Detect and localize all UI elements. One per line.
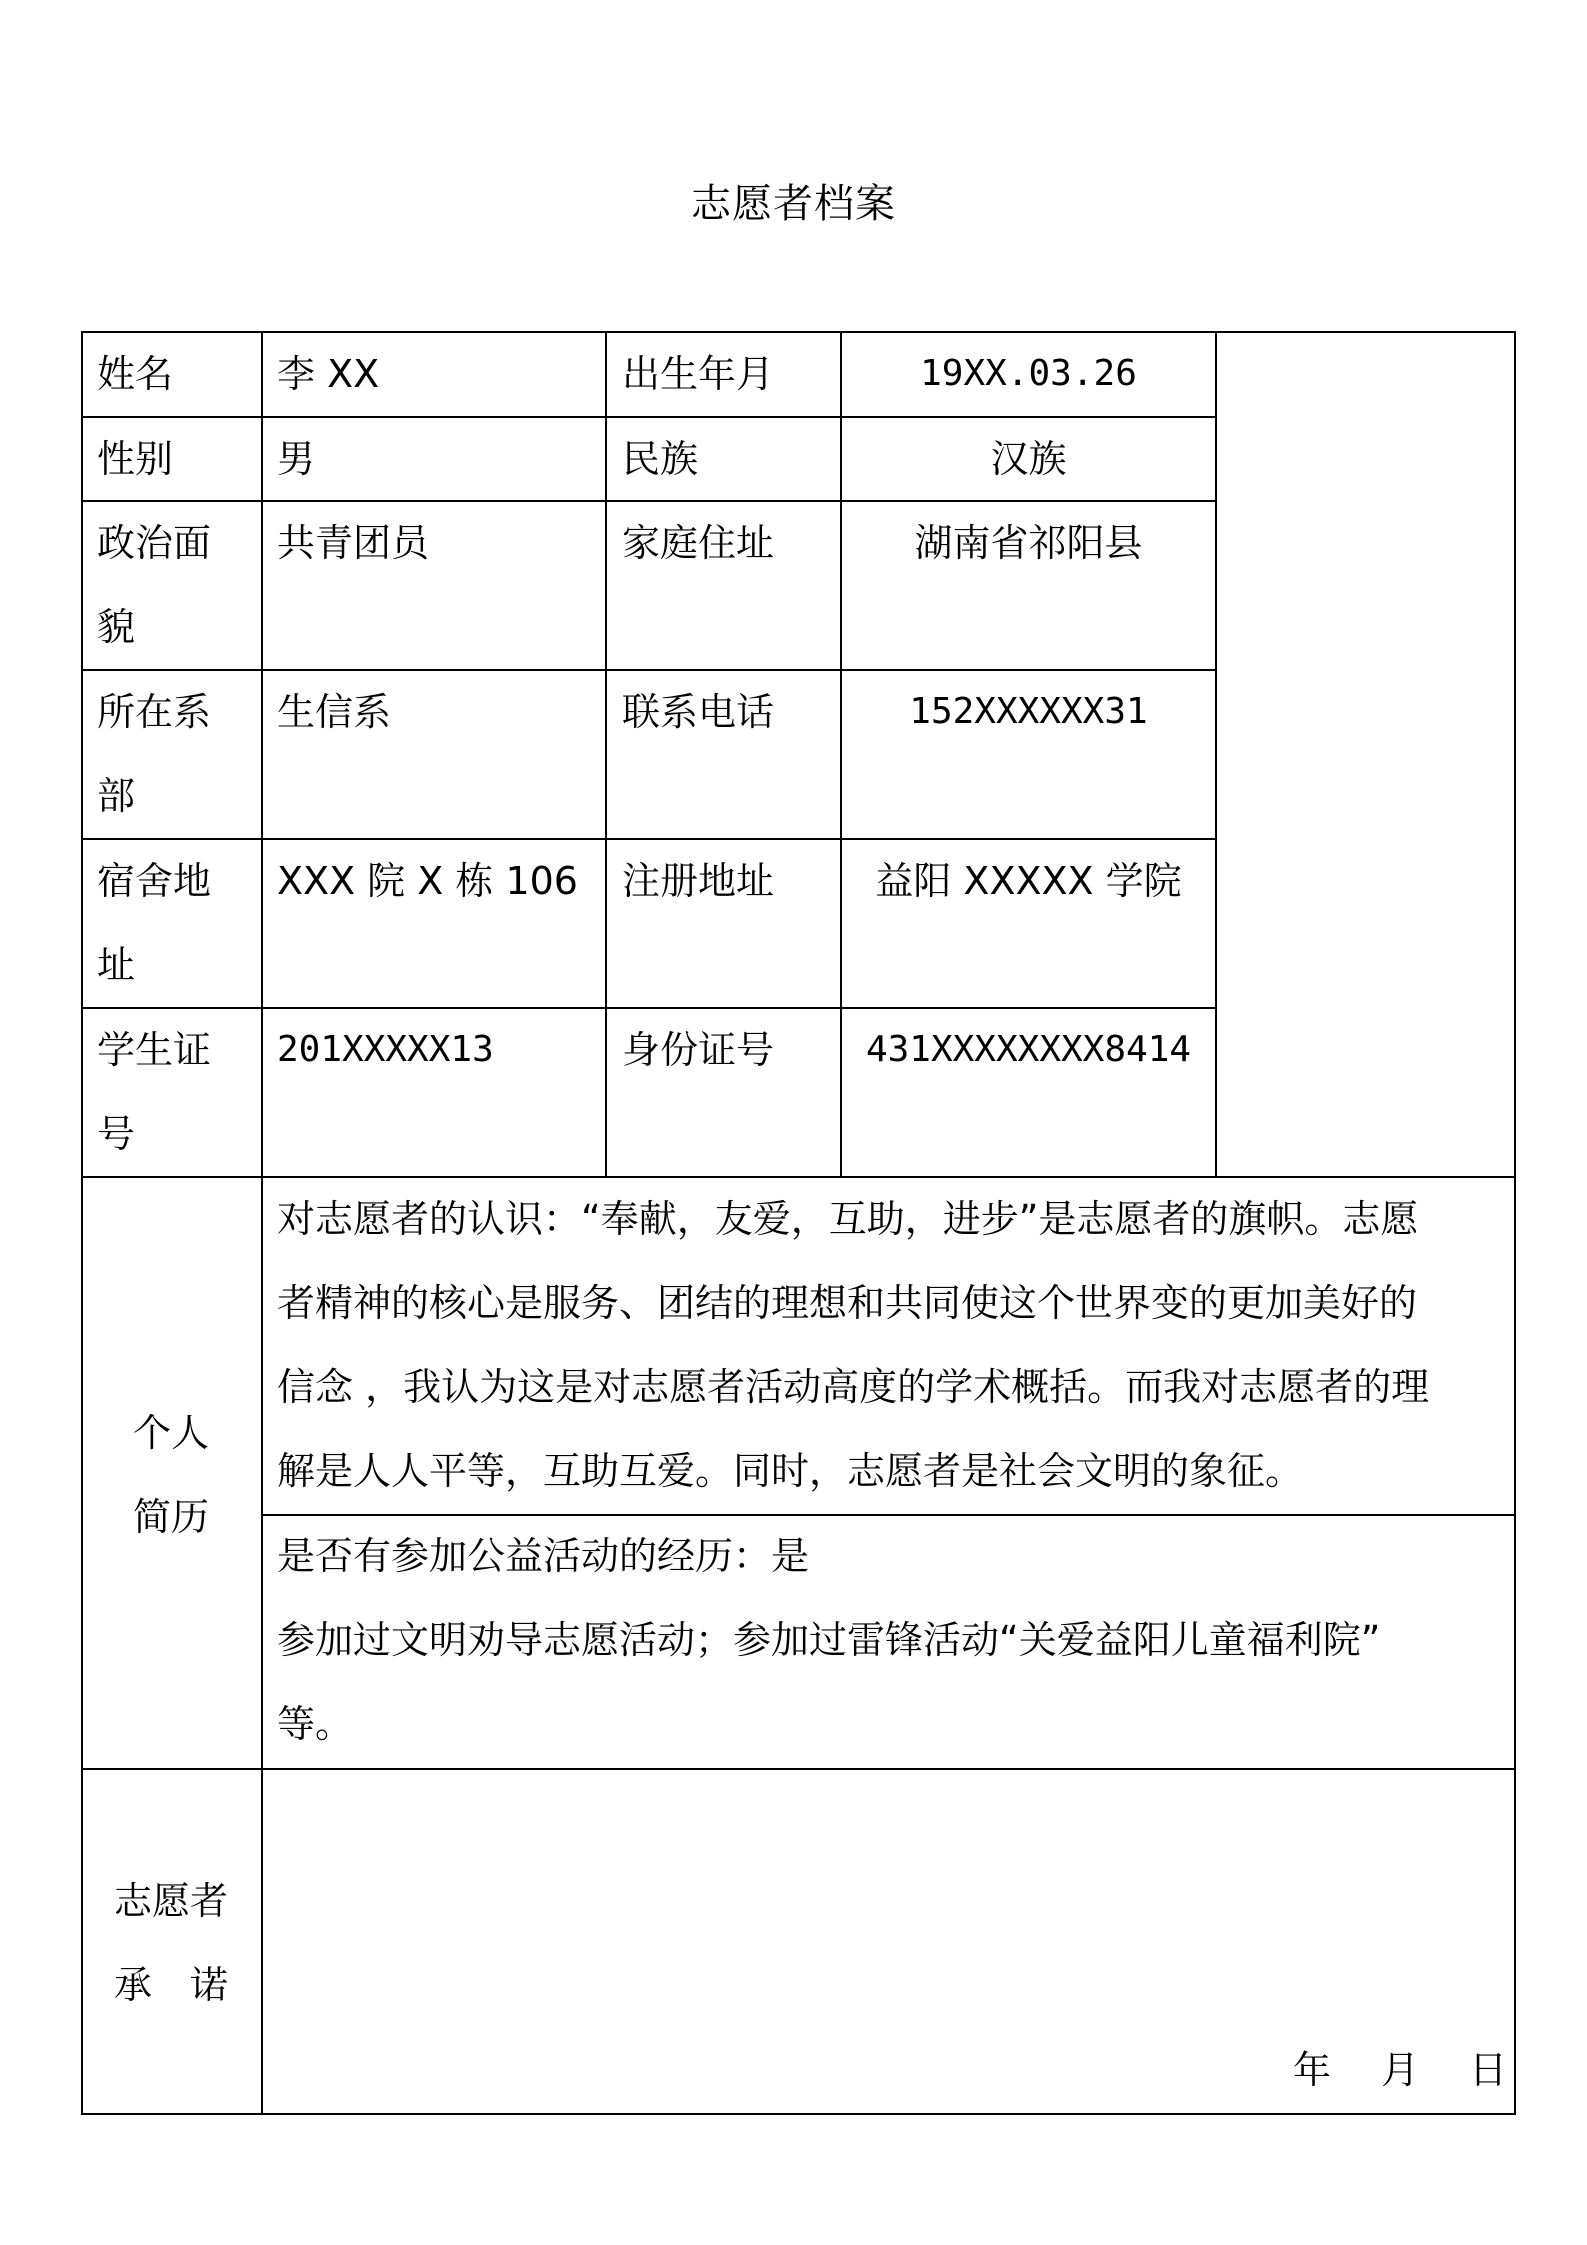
border-right: [1514, 331, 1516, 2115]
experience-line: 等。: [277, 1702, 354, 1746]
student-id-label: 学生证: [97, 1028, 212, 1072]
department-label-cont: 部: [97, 774, 136, 818]
id-card-value: 431XXXXXXXX8414: [865, 1029, 1192, 1070]
home-address-value: 湖南省祁阳县: [914, 521, 1143, 565]
understanding-line: 对志愿者的认识：“奉献，友爱，互助，进步”是志愿者的旗帜。志愿: [277, 1197, 1419, 1241]
ethnicity-label: 民族: [622, 437, 699, 481]
registered-address-label: 注册地址: [622, 859, 775, 903]
understanding-line: 者精神的核心是服务、团结的理想和共同使这个世界变的更加美好的: [277, 1281, 1418, 1325]
document-title: 志愿者档案: [691, 181, 896, 227]
department-value: 生信系: [277, 690, 392, 734]
political-status-label: 政治面: [97, 521, 212, 565]
pledge-label: 志愿者: [113, 1879, 228, 1923]
pledge-date: 年 月 日: [1293, 2048, 1508, 2092]
understanding-line: 信念 ，我认为这是对志愿者活动高度的学术概括。而我对志愿者的理: [277, 1365, 1430, 1409]
experience-line: 是否有参加公益活动的经历：是: [277, 1534, 810, 1578]
birth-value: 19XX.03.26: [920, 353, 1137, 394]
registered-address-value: 益阳 XXXXX 学院: [875, 859, 1182, 903]
border-left: [81, 331, 83, 2115]
name-label: 姓名: [97, 352, 174, 396]
dorm-address-label: 宿舍地: [97, 859, 212, 903]
department-label: 所在系: [97, 690, 212, 734]
phone-label: 联系电话: [622, 690, 775, 734]
phone-value: 152XXXXXX31: [909, 691, 1148, 732]
political-status-label-cont: 貌: [97, 605, 136, 649]
volunteer-form: [81, 331, 1516, 2115]
experience-line: 参加过文明劝导志愿活动；参加过雷锋活动“关爱益阳儿童福利院”: [277, 1618, 1381, 1662]
student-id-value: 201XXXXX13: [277, 1029, 494, 1070]
gender-label: 性别: [97, 437, 174, 481]
column-divider: [605, 331, 607, 1178]
dorm-address-value: XXX 院 X 栋 106: [277, 859, 578, 903]
student-id-label-cont: 号: [97, 1112, 136, 1156]
political-status-value: 共青团员: [277, 521, 430, 565]
dorm-address-label-cont: 址: [97, 943, 136, 987]
understanding-line: 解是人人平等，互助互爱。同时，志愿者是社会文明的象征。: [277, 1449, 1304, 1493]
ethnicity-value: 汉族: [990, 437, 1067, 481]
resume-label-cont: 简历: [132, 1495, 209, 1539]
column-divider: [1215, 331, 1217, 1178]
id-card-label: 身份证号: [622, 1028, 775, 1072]
pledge-label-cont: 承 诺: [113, 1963, 228, 2007]
home-address-label: 家庭住址: [622, 521, 775, 565]
border-bottom: [81, 2113, 1516, 2115]
gender-value: 男: [277, 437, 316, 481]
resume-label: 个人: [132, 1411, 209, 1455]
birth-label: 出生年月: [622, 352, 775, 396]
name-value: 李 XX: [277, 352, 380, 396]
